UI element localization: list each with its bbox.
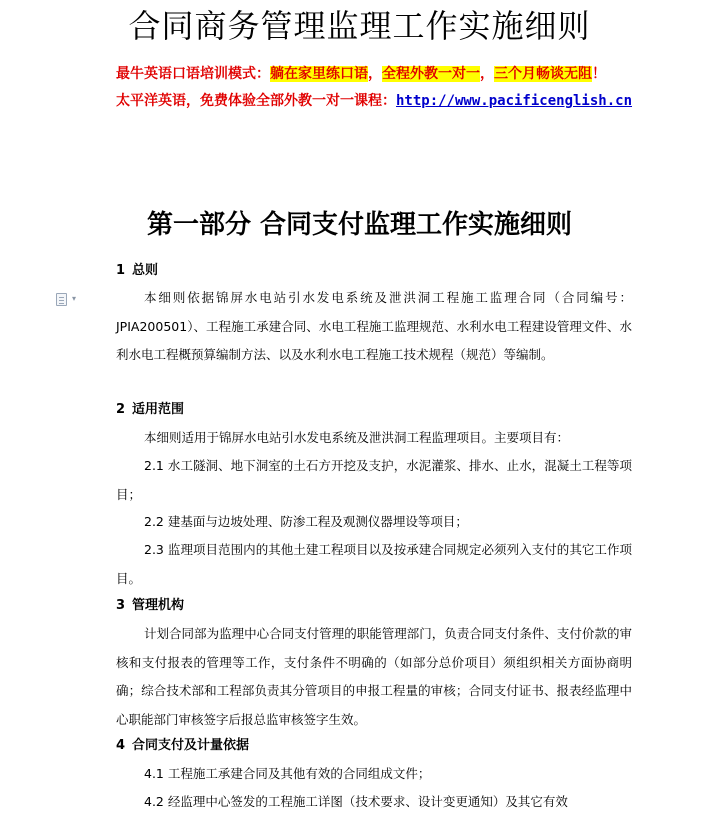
paragraph: 4.1 工程施工承建合同及其他有效的合同组成文件； — [144, 766, 431, 781]
section-title: 适用范围 — [132, 402, 185, 417]
section-heading-4 — [116, 736, 249, 756]
promo-link[interactable]: http://www.pacificenglish.cn — [396, 93, 633, 109]
document-icon[interactable] — [56, 293, 67, 306]
paragraph: 本细则适用于锦屏水电站引水发电系统及泄洪洞工程监理项目。主要项目有： — [144, 430, 570, 445]
section-heading-3 — [116, 596, 184, 616]
section-number: 3 — [116, 598, 126, 613]
paragraph: 本细则依据锦屏水电站引水发电系统及泄洪洞工程施工监理合同（合同编号：JPIA200501）、工程施工承建合同、水电工程施工监理规范、水利水电工程建设管理文件、水利水电工程概预算编制方法、以及水利水电工程施工技术规程（规范）等编制。 — [116, 290, 632, 363]
paragraph: 计划合同部为监理中心合同支付管理的职能管理部门，负责合同支付条件、支付价款的审核和支付报表的管理等工作，支付条件不明确的（如部分总价项目）须组织相关方面协商明确；综合技术部和工程部负责其分管项目的申报工程量的审核；合同支付证书、报表经监理中心职能部门审核签字后报总监审核签字生效。 — [116, 626, 632, 727]
section-title: 合同支付及计量依据 — [132, 738, 250, 753]
section-title: 总则 — [132, 263, 159, 278]
promo-highlight-3: 三个月畅谈无阻 — [494, 66, 592, 82]
promo-text: 最牛英语口语培训模式： — [116, 66, 270, 82]
part-title: 第一部分 合同支付监理工作实施细则 — [146, 210, 573, 240]
section-title: 管理机构 — [132, 598, 185, 613]
promo-highlight-2: 全程外教一对一 — [382, 66, 480, 82]
section-number: 2 — [116, 402, 126, 417]
paragraph: 2.3 监理项目范围内的其他土建工程项目以及按承建合同规定必须列入支付的其它工作项目。 — [116, 542, 632, 586]
section-number: 1 — [116, 263, 126, 278]
promo-end: ！ — [592, 66, 606, 82]
section-number: 4 — [116, 738, 126, 753]
section-heading-2 — [116, 400, 184, 420]
promo-separator: ， — [480, 66, 494, 82]
promo-text: 太平洋英语，免费体验全部外教一对一课程： — [116, 93, 396, 109]
promo-highlight-1: 躺在家里练口语 — [270, 66, 368, 82]
promo-line-1 — [116, 64, 606, 84]
section-heading-1 — [116, 261, 158, 281]
paragraph: 2.1 水工隧洞、地下洞室的土石方开挖及支护，水泥灌浆、排水、止水，混凝土工程等项目； — [116, 458, 632, 502]
promo-line-2 — [116, 91, 632, 111]
paragraph: 2.2 建基面与边坡处理、防渗工程及观测仪器埋设等项目； — [144, 514, 468, 529]
dropdown-arrow-icon[interactable]: ▾ — [72, 294, 77, 303]
document-title: 合同商务管理监理工作实施细则 — [128, 7, 591, 45]
promo-separator: ， — [368, 66, 382, 82]
paragraph: 4.2 经监理中心签发的工程施工详图（技术要求、设计变更通知）及其它有效 — [144, 794, 568, 809]
